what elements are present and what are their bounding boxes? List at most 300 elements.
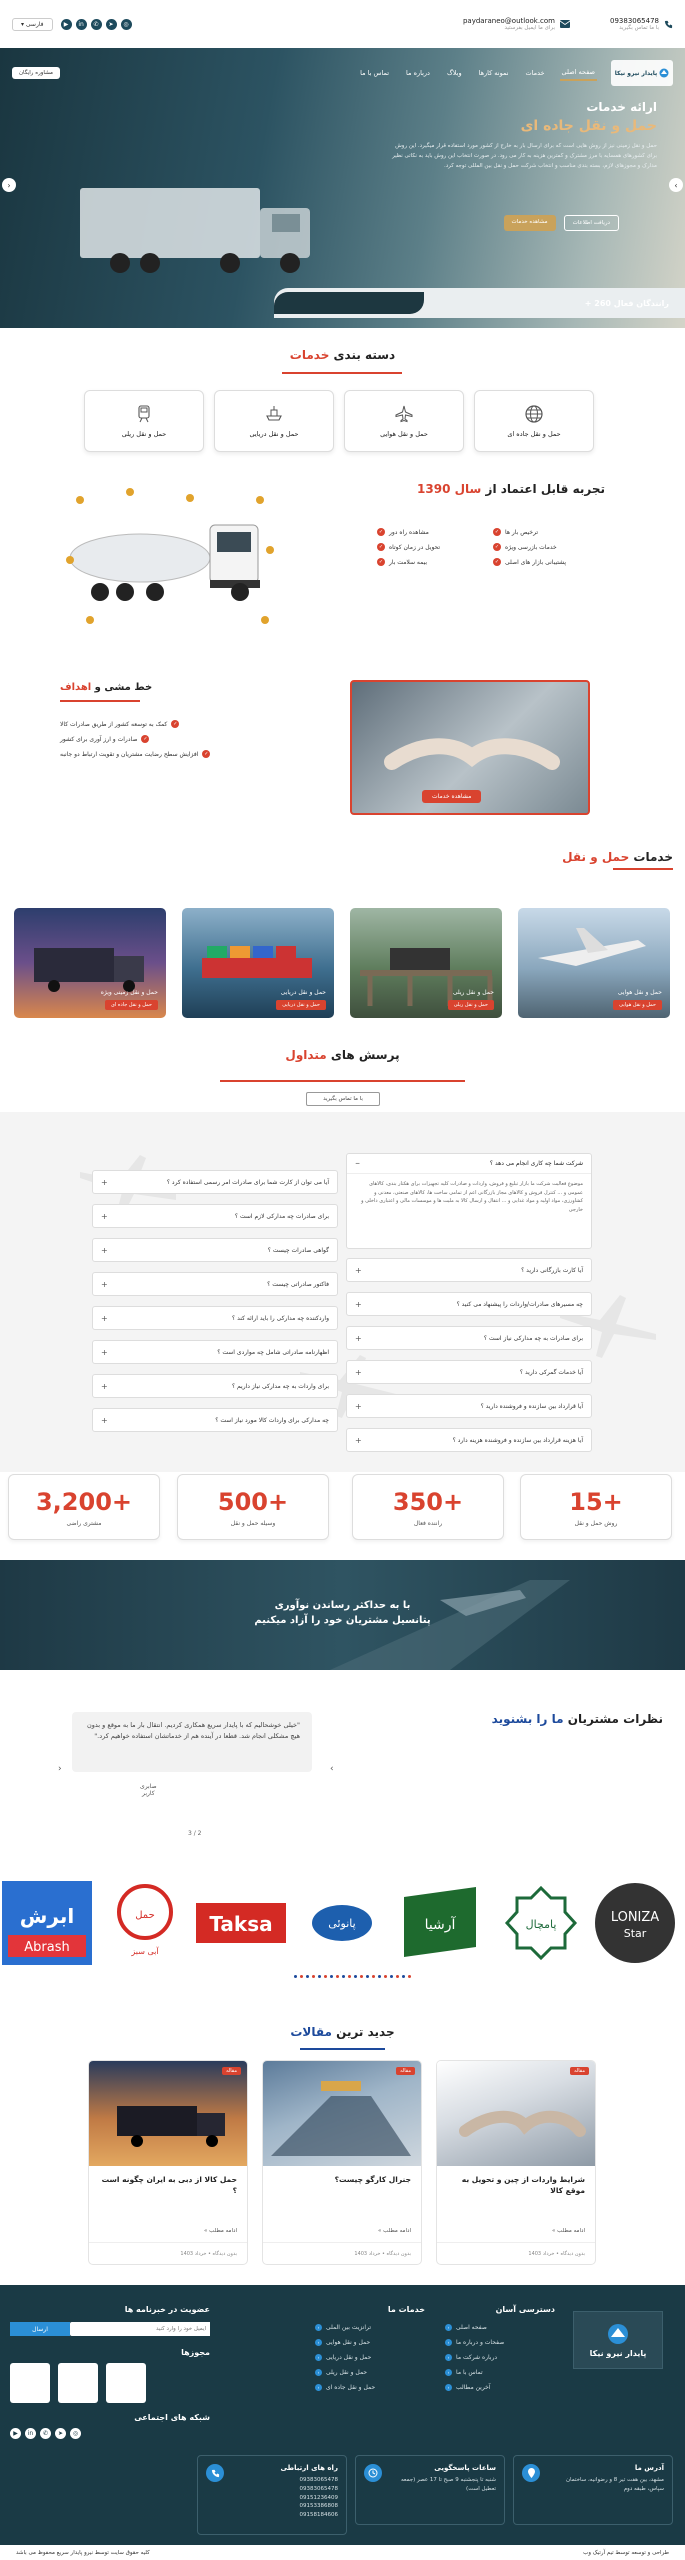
phone-label: با ما تماس بگیرید: [619, 25, 659, 31]
experience-item-text: ترخیص بار ها: [505, 528, 539, 536]
site-logo[interactable]: [611, 60, 673, 86]
footer-link-text: ترانزیت بین الملی: [326, 2324, 372, 2331]
logo-text: پایدار نیرو نیکا: [614, 69, 658, 77]
carousel-dot[interactable]: [396, 1975, 399, 1978]
faq-item[interactable]: [346, 1394, 592, 1418]
carousel-dot[interactable]: [300, 1975, 303, 1978]
experience-title: [417, 482, 605, 496]
phone-number[interactable]: 09158184606: [299, 2512, 338, 2519]
chevron-icon: ›: [445, 2369, 452, 2376]
experience-item-text: پشتیبانی بازار های اصلی: [505, 558, 567, 566]
article-read-more[interactable]: ادامه مطلب »: [204, 2228, 237, 2234]
truck-illustration: [40, 168, 340, 288]
phones-list: [232, 2476, 338, 2520]
check-icon: ✓: [378, 544, 384, 550]
carousel-dot[interactable]: [294, 1975, 297, 1978]
footer-newsletter: [10, 2305, 210, 2439]
instagram-icon[interactable]: ◎: [70, 2428, 81, 2439]
faq-item[interactable]: [92, 1272, 338, 1296]
tanker-truck-image: [60, 480, 280, 640]
mission-item: [60, 720, 290, 728]
minus-icon: −: [355, 1160, 361, 1167]
plus-icon: +: [101, 1415, 108, 1425]
designer-credit[interactable]: طراحی و توسعه توسط تیم آرتیک وب: [583, 2549, 669, 2556]
categories-title: [0, 348, 685, 362]
view-services-button[interactable]: مشاهده خدمات: [504, 215, 556, 231]
newsletter-submit-button[interactable]: ارسال: [10, 2322, 70, 2336]
carousel-dot[interactable]: [366, 1975, 369, 1978]
footer-services: [315, 2305, 425, 2399]
language-value: فارسی: [25, 20, 44, 28]
carousel-dot[interactable]: [342, 1975, 345, 1978]
footer-logo-text: پایدار نیرو نیکا: [589, 2348, 647, 2358]
experience-title-b: سال 1390: [417, 482, 482, 496]
testimonial-quote: "خیلی خوشحالیم که با پایدار سریع همکاری کردیم. انتقال بار ما به موقع و بدون هیچ مشکلی انجام شد. قطعا در آینده هم از خدماتشان استفاده خواهیم کرد.": [72, 1712, 312, 1772]
experience-item: [377, 558, 487, 566]
check-icon: ✓: [494, 544, 500, 550]
linkedin-icon[interactable]: in: [25, 2428, 36, 2439]
service-card-sea[interactable]: [182, 908, 334, 1018]
nav-item-services[interactable]: خدمات: [525, 69, 545, 77]
cargo-image-icon: [262, 2061, 421, 2166]
article-card[interactable]: [88, 2060, 248, 2265]
experience-item: [377, 543, 487, 551]
get-info-button[interactable]: دریافت اطلاعات: [564, 215, 619, 231]
chevron-icon: ›: [315, 2324, 322, 2331]
faq-item[interactable]: [92, 1408, 338, 1432]
footer-socials: [10, 2428, 210, 2439]
faq-question-text: آیا خدمات گمرکی دارید ؟: [519, 1368, 583, 1376]
drivers-counter-value: رانندگان فعال 260 +: [584, 298, 669, 308]
mission-list: [60, 720, 290, 758]
chevron-icon: ›: [315, 2384, 322, 2391]
article-card[interactable]: [436, 2060, 596, 2265]
faq-question-text: چه مدارکی برای واردات کالا مورد نیاز است ؟: [215, 1416, 329, 1424]
footer-hours-card: [355, 2455, 505, 2525]
phones-title: راه های ارتباطی: [280, 2464, 338, 2472]
slider-next-arrow[interactable]: ›: [669, 178, 683, 192]
svg-text:پامچال: پامچال: [525, 1918, 557, 1931]
experience-item: [493, 528, 603, 536]
service-caption: حمل و نقل دریایی: [280, 989, 326, 996]
article-image: [263, 2061, 421, 2166]
chevron-icon: ›: [445, 2384, 452, 2391]
youtube-icon[interactable]: ▶: [61, 19, 72, 30]
carousel-dot[interactable]: [408, 1975, 411, 1978]
nav-item-portfolio[interactable]: نمونه کارها: [478, 69, 509, 77]
carousel-dot[interactable]: [384, 1975, 387, 1978]
faq-question-text: گواهی صادرات چیست ؟: [267, 1246, 329, 1254]
categories-title-a: دسته بندی: [333, 348, 396, 362]
carousel-dot[interactable]: [330, 1975, 333, 1978]
article-meta: بدون دیدگاه • خرداد 1403: [437, 2242, 595, 2265]
mission-services-button[interactable]: مشاهده خدمات: [422, 790, 481, 803]
carousel-dot[interactable]: [318, 1975, 321, 1978]
address-text: مشهد، بین هفت تیر 8 و رضوانیه، ساختمان سپاس، طبقه دوم: [566, 2477, 664, 2492]
service-button[interactable]: حمل و نقل دریایی: [276, 1000, 326, 1010]
faq-item[interactable]: [92, 1204, 338, 1228]
check-icon: ✓: [494, 529, 500, 535]
faq-question-text: آیا می توان از کارت شما برای صادرات امر رسمی استفاده کرد ؟: [166, 1178, 329, 1186]
youtube-icon[interactable]: ▶: [10, 2428, 21, 2439]
plus-icon: +: [355, 1333, 362, 1343]
footer-link-text: درباره شرکت ما: [456, 2354, 498, 2361]
article-image: [437, 2061, 595, 2166]
mission-underline: [60, 700, 140, 702]
carousel-dot[interactable]: [336, 1975, 339, 1978]
abrash-logo: [2, 1879, 92, 1967]
article-tag: مقاله: [222, 2067, 241, 2075]
article-read-more[interactable]: ادامه مطلب »: [552, 2228, 585, 2234]
service-card-road[interactable]: [14, 908, 166, 1018]
footer-link[interactable]: [315, 2369, 425, 2376]
experience-item-text: بیمه سلامت بار: [389, 558, 428, 566]
article-read-more[interactable]: ادامه مطلب »: [378, 2228, 411, 2234]
faq-item[interactable]: [346, 1326, 592, 1350]
footer-link[interactable]: [445, 2339, 555, 2346]
footer-link-text: آخرین مطالب: [456, 2384, 491, 2391]
carousel-dot[interactable]: [378, 1975, 381, 1978]
footer-link-text: تماس با ما: [456, 2369, 483, 2376]
experience-item-text: خدمات بازرسی ویژه: [505, 543, 557, 551]
instagram-icon[interactable]: ◎: [121, 19, 132, 30]
category-label: حمل و نقل هوایی: [380, 430, 428, 438]
experience-item-text: مشاهده راه دور: [389, 528, 429, 536]
plus-icon: +: [101, 1211, 108, 1221]
footer-link[interactable]: [315, 2384, 425, 2391]
footer-link-text: حمل و نقل جاده ای: [326, 2384, 376, 2391]
nav-item-blog[interactable]: وبلاگ: [446, 69, 462, 77]
footer-services-title: خدمات ما: [387, 2305, 425, 2314]
arshia-logo: [396, 1877, 484, 1965]
address-title: آدرس ما: [634, 2464, 664, 2472]
experience-list-right: [493, 528, 603, 566]
faq-open-item[interactable]: [346, 1153, 592, 1249]
category-air[interactable]: [344, 390, 464, 452]
carousel-dot[interactable]: [372, 1975, 375, 1978]
slider-prev-arrow[interactable]: ‹: [2, 178, 16, 192]
article-title[interactable]: حمل کالا از دبی به ایران چگونه است ؟: [101, 2175, 237, 2196]
chevron-icon: ›: [445, 2354, 452, 2361]
chevron-icon: ›: [315, 2354, 322, 2361]
footer-link[interactable]: [445, 2354, 555, 2361]
phone-icon: [206, 2464, 224, 2482]
faq-item[interactable]: [346, 1258, 592, 1282]
testimonial-author: [140, 1783, 157, 1797]
footer-link-text: حمل و نقل دریایی: [326, 2354, 372, 2361]
hero-subtitle: حمل و نقل جاده ای: [520, 118, 657, 134]
nav-links: [358, 65, 597, 81]
category-label: حمل و نقل جاده ای: [507, 430, 561, 438]
taksa-logo: [196, 1898, 286, 1948]
footer-quick-links: [445, 2305, 555, 2399]
phone-number[interactable]: 09153386808: [299, 2503, 338, 2510]
globe-icon: [524, 404, 544, 424]
carousel-dot[interactable]: [360, 1975, 363, 1978]
services-title-a: خدمات: [633, 850, 673, 864]
footer-logo[interactable]: [573, 2311, 663, 2369]
hours-title: ساعات پاسخگویی: [434, 2464, 496, 2472]
chevron-icon: ›: [315, 2369, 322, 2376]
footer-logo-icon: [607, 2323, 629, 2345]
chevron-icon: ›: [445, 2324, 452, 2331]
mission-title-b: اهداف: [60, 682, 92, 693]
footer: [0, 2285, 685, 2545]
footer-link[interactable]: [315, 2354, 425, 2361]
phone-number[interactable]: 09383065478: [299, 2477, 338, 2483]
panoei-logo: [302, 1883, 382, 1963]
telegram-icon[interactable]: ➤: [106, 19, 117, 30]
email-label: برای ما ایمیل بفرستید: [504, 25, 555, 31]
footer-link-text: حمل و نقل ریلی: [326, 2369, 368, 2376]
licenses-row: [10, 2363, 210, 2403]
experience-item: [493, 558, 603, 566]
stat-value: +15: [569, 1487, 623, 1516]
footer-link-text: صفحات و درباره ما: [456, 2339, 505, 2346]
service-caption: حمل و نقل هوایی: [617, 989, 662, 996]
service-button[interactable]: حمل و نقل هوایی: [613, 1000, 662, 1010]
phone-contact[interactable]: [463, 17, 673, 31]
svg-text:Star: Star: [623, 1927, 647, 1940]
hero-text: [387, 100, 657, 172]
service-card-air[interactable]: [518, 908, 670, 1018]
testimonial-role: کاربر: [142, 1790, 155, 1797]
footer-link-text: حمل و نقل هوایی: [326, 2339, 371, 2346]
stat-value: +3,200: [35, 1487, 133, 1516]
hours-text: شنبه تا پنجشنبه 9 صبح تا 17 عصر (جمعه تعطیل است): [400, 2477, 496, 2492]
clock-icon: [364, 2464, 382, 2482]
social-title: شبکه های اجتماعی: [134, 2413, 210, 2422]
footer-link[interactable]: [315, 2339, 425, 2346]
mission-title: [60, 682, 290, 693]
language-select[interactable]: فارسی ▾: [12, 18, 53, 31]
faq-question-text: آیا هزینه قرارداد بین سازنده و فروشنده هزینه دارد ؟: [452, 1436, 583, 1444]
innovation-banner: [0, 1560, 685, 1670]
plus-icon: +: [355, 1367, 362, 1377]
check-icon: ✓: [143, 736, 148, 742]
social-links: [61, 19, 132, 30]
brands-strip: [0, 1870, 685, 1978]
phone-number[interactable]: 09383065478: [610, 17, 659, 25]
email-address[interactable]: paydaraneo@outlook.com: [462, 17, 555, 25]
svg-text:آبی سبز: آبی سبز: [131, 1947, 159, 1956]
service-button[interactable]: حمل و نقل ریلی: [448, 1000, 494, 1010]
article-card[interactable]: [262, 2060, 422, 2265]
services-underline: [613, 868, 673, 870]
svg-text:Taksa: Taksa: [209, 1912, 273, 1936]
phone-number[interactable]: 09151236409: [299, 2494, 338, 2501]
free-consult-button[interactable]: مشاوره رایگان: [12, 67, 60, 79]
article-meta: بدون دیدگاه • خرداد 1403: [89, 2242, 247, 2265]
license-badge[interactable]: [58, 2363, 98, 2403]
check-icon: ✓: [173, 721, 178, 727]
faq-question-text: آیا کارت بازرگانی دارید ؟: [521, 1266, 583, 1274]
plus-icon: +: [355, 1265, 362, 1275]
brand-loniza: [590, 1878, 680, 1968]
experience-item: [493, 543, 603, 551]
faq-item[interactable]: [346, 1292, 592, 1316]
handshake-image: [350, 680, 590, 815]
check-icon: ✓: [378, 559, 384, 565]
categories-underline: [282, 372, 402, 374]
hero-buttons: [504, 215, 619, 231]
phone-number[interactable]: 09383065478: [299, 2485, 338, 2492]
brand-panoei: [297, 1878, 387, 1968]
faq-answer-text: موضوع فعالیت شرکت ما بازار تبلیغ و فروش، واردات و صادرات کلیه تجهیزات برای هکتار بندی، کالاهای عمومی و ... کنترل فروش و کالاهای مجاز بازرگانی اعم از تمامی ساخت ها، کالاهای صنعتی، معدنی و کشاورزی، مواد اولیه و مواد غذایی و ... انتقال و ارسال کالا به ملیت ها و موسسات مالی و اعتباری داخلی و خارجی: [361, 1181, 583, 1213]
brand-pamchal: [496, 1878, 586, 1968]
carousel-dot[interactable]: [324, 1975, 327, 1978]
linkedin-icon[interactable]: in: [76, 19, 87, 30]
location-icon: [522, 2464, 540, 2482]
mission-title-a: خط مشی و: [94, 682, 153, 693]
footer-link[interactable]: [445, 2324, 555, 2331]
nav-item-contact[interactable]: تماس با ما: [360, 69, 390, 77]
carousel-dot[interactable]: [402, 1975, 405, 1978]
testimonials-title: [492, 1712, 663, 1726]
testimonial-pager: 2 / 3: [188, 1830, 202, 1837]
phone-icon: [664, 20, 673, 29]
whatsapp-icon[interactable]: ✆: [91, 19, 102, 30]
carousel-dot[interactable]: [306, 1975, 309, 1978]
category-sea[interactable]: [214, 390, 334, 452]
banner-line-1: با به حداکثر رساندن نوآوری: [274, 1600, 411, 1611]
main-nav: [12, 60, 673, 86]
chevron-icon: ›: [445, 2339, 452, 2346]
faq-contact-button[interactable]: با ما تماس بگیرید: [306, 1092, 380, 1106]
faq-title-b: متداول: [285, 1048, 327, 1062]
faq-item[interactable]: [92, 1340, 338, 1364]
footer-link[interactable]: [445, 2369, 555, 2376]
nav-item-about[interactable]: درباره ما: [406, 69, 430, 77]
nav-item-home[interactable]: صفحه اصلی: [560, 65, 597, 81]
chevron-icon: ›: [315, 2339, 322, 2346]
faq-item[interactable]: [346, 1360, 592, 1384]
top-bar: [0, 0, 685, 48]
testimonial-name: صابری: [140, 1783, 157, 1790]
copyright-text: کلیه حقوق سایت توسط نیرو پایدار سریع محفوظ می باشد: [16, 2549, 150, 2556]
hero-paragraph: حمل و نقل زمینی نیز از روش هایی است که برای ارسال بار به خارج از کشور مورد استفاده قرار میگیرد. این روش برای کشورهای همسایه با مرز مشترک و کمترین هزینه به کار می رود. در صورت انتخاب این روش باید به نکاتی نظیر مدارک و مجوزهای لازم، بسته بندی مناسب و انتخاب شرکت حمل و نقل بین المللی توجه کرد.: [392, 143, 657, 169]
article-title[interactable]: جنرال کارگو چیست؟: [334, 2175, 411, 2184]
brand-arshia: [395, 1876, 485, 1966]
check-icon: ✓: [378, 529, 384, 535]
telegram-icon[interactable]: ➤: [55, 2428, 66, 2439]
mission-item-text: صادرات و ارز آوری برای کشور: [60, 735, 138, 743]
service-card-rail[interactable]: [350, 908, 502, 1018]
truck-sunset-image-icon: [88, 2061, 247, 2166]
stat-label: روش حمل و نقل: [574, 1519, 618, 1527]
brand-abisabz: [100, 1876, 190, 1966]
article-tag: مقاله: [570, 2067, 589, 2075]
articles-underline: [300, 2048, 385, 2050]
faq-item[interactable]: [92, 1238, 338, 1262]
article-meta: بدون دیدگاه • خرداد 1403: [263, 2242, 421, 2265]
plus-icon: +: [355, 1435, 362, 1445]
hero-title: ارائه خدمات: [586, 100, 657, 114]
stat-card: [8, 1474, 160, 1540]
faq-question-text: برای صادرات به چه مدارکی نیاز است ؟: [483, 1334, 583, 1342]
brand-abrash: [2, 1878, 92, 1968]
svg-text:ابرش: ابرش: [19, 1904, 75, 1928]
faq-question-text: برای واردات به چه مدارکی نیاز داریم ؟: [231, 1382, 329, 1390]
plus-icon: +: [101, 1347, 108, 1357]
check-icon: ✓: [204, 751, 209, 757]
banner-line-2: پتانسیل مشتریان خود را آزاد میکنیم: [254, 1615, 431, 1626]
licenses-title: مجوزها: [181, 2348, 210, 2357]
services-title: [562, 850, 673, 864]
check-icon: ✓: [494, 559, 500, 565]
service-button[interactable]: حمل و نقل جاده ای: [105, 1000, 158, 1010]
faq-question-text: اظهارنامه صادراتی شامل چه مواردی است ؟: [217, 1348, 329, 1356]
faq-item[interactable]: [346, 1428, 592, 1452]
category-road[interactable]: [474, 390, 594, 452]
loniza-logo: [591, 1879, 679, 1967]
plane-icon: [394, 404, 414, 424]
mission-item-text: کمک به توسعه کشور از طریق صادرات کالا: [60, 720, 168, 728]
plus-icon: +: [101, 1279, 108, 1289]
carousel-dot[interactable]: [354, 1975, 357, 1978]
category-label: حمل و نقل ریلی: [121, 430, 167, 438]
testimonial-prev-arrow[interactable]: ‹: [58, 1764, 62, 1774]
carousel-dot[interactable]: [390, 1975, 393, 1978]
footer-link[interactable]: [445, 2384, 555, 2391]
plus-icon: +: [101, 1177, 108, 1187]
article-image: [89, 2061, 247, 2166]
plus-icon: +: [355, 1401, 362, 1411]
categories-title-b: خدمات: [289, 348, 330, 362]
category-rail[interactable]: [84, 390, 204, 452]
brands-dots: [294, 1975, 411, 1978]
ship-icon: [264, 404, 284, 424]
faq-title-a: پرسش های: [330, 1048, 400, 1062]
svg-text:پانوئی: پانوئی: [328, 1917, 356, 1930]
svg-text:حمل: حمل: [135, 1910, 155, 1921]
faq-question-text: آیا قرارداد بین سازنده و فروشنده دارید ؟: [480, 1402, 583, 1410]
article-title[interactable]: شرایط واردات از چین و تحویل به موقع کالا: [461, 2175, 585, 2196]
footer-address-card: [513, 2455, 673, 2525]
hero-section: [0, 48, 685, 328]
stat-card: [520, 1474, 672, 1540]
mission-item-text: افزایش سطح رضایت مشتریان و تقویت ارتباط دو جانبه: [60, 750, 199, 758]
newsletter-email-input[interactable]: [70, 2322, 210, 2336]
license-badge[interactable]: [106, 2363, 146, 2403]
carousel-dot[interactable]: [312, 1975, 315, 1978]
faq-question-text: فاکتور صادراتی چیست ؟: [267, 1280, 329, 1288]
services-title-b: حمل و نقل: [562, 850, 630, 864]
footer-link[interactable]: [315, 2324, 425, 2331]
service-caption: حمل و نقل ریلی: [452, 989, 494, 996]
faq-question-text: برای صادرات چه مدارکی لازم است ؟: [234, 1212, 329, 1220]
stat-value: +350: [392, 1487, 464, 1516]
faq-item[interactable]: [92, 1306, 338, 1330]
experience-title-a: تجربه قابل اعتماد از: [485, 482, 605, 496]
brand-taksa: [196, 1878, 286, 1968]
faq-item[interactable]: [92, 1374, 338, 1398]
whatsapp-icon[interactable]: ✆: [40, 2428, 51, 2439]
articles-title: [0, 2025, 685, 2039]
service-caption: حمل و نقل زمینی ویژه: [100, 989, 158, 996]
footer-quick-title: دسترسی آسان: [495, 2305, 555, 2314]
testimonial-next-arrow[interactable]: ›: [330, 1764, 334, 1774]
faq-question-text: واردکننده چه مدارکی را باید ارائه کند ؟: [232, 1314, 329, 1322]
faq-title: [0, 1048, 685, 1062]
faq-item[interactable]: [92, 1170, 338, 1194]
bottom-bar: [0, 2545, 685, 2560]
license-badge[interactable]: [10, 2363, 50, 2403]
svg-text:LONIZA: LONIZA: [610, 1910, 660, 1925]
faq-underline: [220, 1080, 465, 1082]
handshake-image-icon: [436, 2061, 595, 2166]
carousel-dot[interactable]: [348, 1975, 351, 1978]
